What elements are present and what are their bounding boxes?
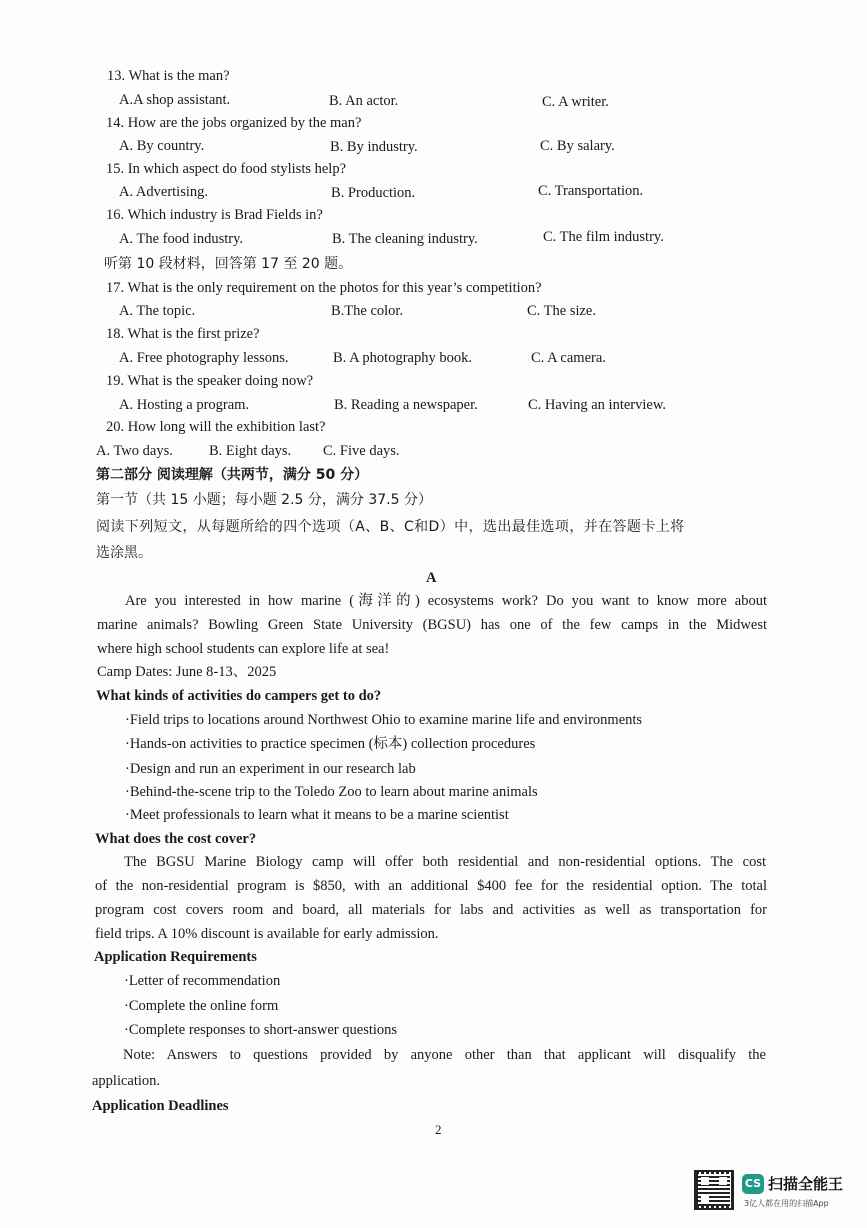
question-15-option-b: B. Production. xyxy=(331,185,416,201)
question-14-stem: 14. How are the jobs organized by the man? xyxy=(106,115,362,131)
question-17-option-a: A. The topic. xyxy=(119,303,196,319)
question-13-option-c: C. A writer. xyxy=(542,94,609,110)
cs-logo-icon: CS xyxy=(742,1174,764,1194)
intro-line-2: marine animals? Bowling Green State University (BGSU) has one of the few camps in the Midwest xyxy=(97,617,767,633)
scanner-tagline: 3亿人都在用的扫描App xyxy=(744,1199,829,1208)
question-19-stem: 19. What is the speaker doing now? xyxy=(106,373,314,389)
question-14-option-a: A. By country. xyxy=(119,138,205,154)
question-13-option-a: A.A shop assistant. xyxy=(119,92,231,108)
question-17-option-c: C. The size. xyxy=(527,303,596,319)
question-16-option-c: C. The film industry. xyxy=(543,229,664,245)
question-14-option-b: B. By industry. xyxy=(330,139,418,155)
question-18-option-c: C. A camera. xyxy=(531,350,606,366)
question-19-option-a: A. Hosting a program. xyxy=(119,397,250,413)
question-16-option-a: A. The food industry. xyxy=(119,231,244,247)
question-20-stem: 20. How long will the exhibition last? xyxy=(106,419,326,435)
question-13-stem: 13. What is the man? xyxy=(107,68,230,84)
question-18-option-b: B. A photography book. xyxy=(333,350,472,366)
question-15-option-c: C. Transportation. xyxy=(538,183,644,199)
part-2-title: 第二部分 阅读理解（共两节，满分 50 分） xyxy=(96,467,369,483)
page-number: 2 xyxy=(435,1122,442,1137)
scanner-watermark xyxy=(694,1170,854,1216)
camp-dates: Camp Dates: June 8-13、2025 xyxy=(97,664,277,680)
requirement-item: ·Letter of recommendation xyxy=(124,973,281,989)
note-line-1: Note: Answers to questions provided by anyone other than that applicant will disqualify the xyxy=(123,1047,766,1063)
activities-heading: What kinds of activities do campers get to do? xyxy=(96,688,382,704)
section-10-heading: 听第 10 段材料，回答第 17 至 20 题。 xyxy=(104,256,353,272)
requirement-item: ·Complete responses to short-answer questions xyxy=(124,1022,398,1038)
intro-line-3: where high school students can explore life at sea! xyxy=(97,641,390,657)
question-18-option-a: A. Free photography lessons. xyxy=(119,350,289,366)
cost-line-2: of the non-residential program is $850, with an additional $400 fee for the residential option. The total xyxy=(95,878,767,894)
question-19-option-b: B. Reading a newspaper. xyxy=(334,397,478,413)
cost-line-3: program cost covers room and board, all materials for labs and activities as well as transportation for xyxy=(95,902,767,918)
question-13-option-b: B. An actor. xyxy=(329,93,399,109)
question-17-stem: 17. What is the only requirement on the photos for this year’s competition? xyxy=(106,280,542,296)
question-20-option-b: B. Eight days. xyxy=(209,443,292,459)
cost-line-4: field trips. A 10% discount is available for early admission. xyxy=(95,926,439,942)
question-20-option-a: A. Two days. xyxy=(96,443,173,459)
question-18-stem: 18. What is the first prize? xyxy=(106,326,260,342)
section-1-heading: 第一节（共 15 小题；每小题 2.5 分，满分 37.5 分） xyxy=(96,492,432,508)
question-19-option-c: C. Having an interview. xyxy=(528,397,666,413)
question-16-stem: 16. Which industry is Brad Fields in? xyxy=(106,207,323,223)
activity-item: ·Behind-the-scene trip to the Toledo Zoo to learn about marine animals xyxy=(125,784,538,800)
instruction-line-1: 阅读下列短文，从每题所给的四个选项（A、B、C和D）中，选出最佳选项，并在答题卡上将 xyxy=(96,519,685,535)
requirement-item: ·Complete the online form xyxy=(124,998,279,1014)
cost-line-1: The BGSU Marine Biology camp will offer both residential and non-residential options. The cost xyxy=(124,854,766,870)
activity-item: ·Hands-on activities to practice specimen (标本) collection procedures xyxy=(125,736,536,752)
cost-heading: What does the cost cover? xyxy=(95,831,257,847)
question-15-option-a: A. Advertising. xyxy=(119,184,209,200)
instruction-line-2: 选涂黑。 xyxy=(96,545,152,561)
deadlines-heading: Application Deadlines xyxy=(92,1098,229,1114)
passage-letter: A xyxy=(426,570,437,586)
activity-item: ·Meet professionals to learn what it means to be a marine scientist xyxy=(125,807,509,823)
question-15-stem: 15. In which aspect do food stylists help? xyxy=(106,161,347,177)
question-17-option-b: B.The color. xyxy=(331,303,404,319)
question-20-option-c: C. Five days. xyxy=(323,443,400,459)
question-14-option-c: C. By salary. xyxy=(540,138,615,154)
note-line-2: application. xyxy=(92,1073,161,1089)
activity-item: ·Design and run an experiment in our research lab xyxy=(125,761,416,777)
qr-code-icon xyxy=(694,1170,734,1210)
requirements-heading: Application Requirements xyxy=(94,949,257,965)
question-16-option-b: B. The cleaning industry. xyxy=(332,231,478,247)
activity-item: ·Field trips to locations around Northwest Ohio to examine marine life and environments xyxy=(125,712,643,728)
intro-line-1: Are you interested in how marine (海洋的) ecosystems work? Do you want to know more about xyxy=(125,593,767,609)
scanner-app-name: 扫描全能王 xyxy=(768,1175,844,1193)
